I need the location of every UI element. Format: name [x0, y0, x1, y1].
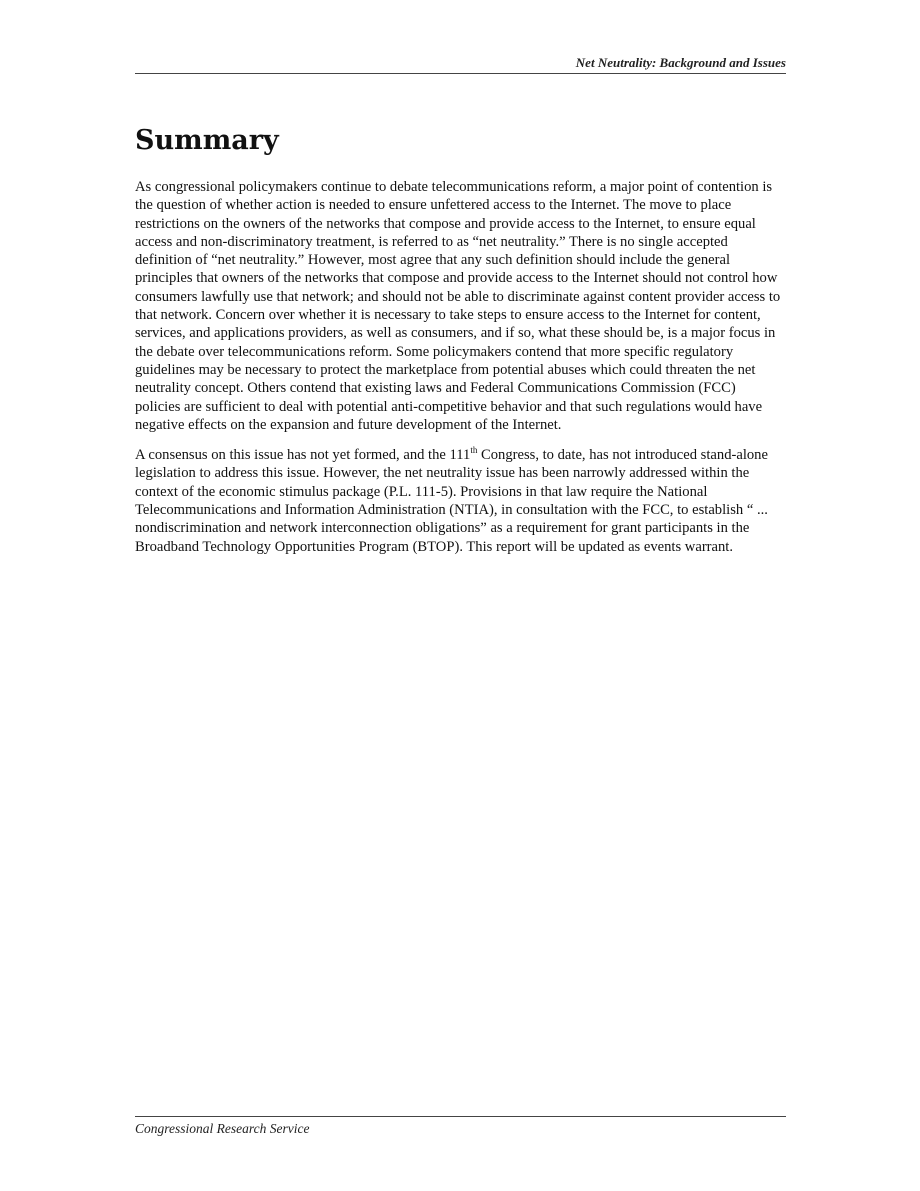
paragraph-2-text-start: A consensus on this issue has not yet formed, and the 111 [135, 447, 471, 464]
summary-paragraph-2 [135, 446, 783, 556]
running-header-title: Net Neutrality: Background and Issues [575, 55, 786, 70]
summary-paragraph-1: As congressional policymakers continue to debate telecommunications reform, a major point of contention is the question of whether action is needed to ensure unfettered access to the Internet. The move to place restrictions on the owners of the networks that compose and provide access to the Internet, to ensure equal access and non-discriminatory treatment, is referred to as “net neutrality.” There is no single accepted definition of “net neutrality.” However, most agree that any such definition should include the general principles that owners of the networks that compose and provide access to the Internet should not control how consumers lawfully use that network; and should not be able to discriminate against content provider access to that network. Concern over whether it is necessary to take steps to ensure access to the Internet for content, services, and applications providers, as well as consumers, and if so, what these should be, is a major focus in the debate over telecommunications reform. Some policymakers contend that more specific regulatory guidelines may be necessary to protect the marketplace from potential abuses which could threaten the net neutrality concept. Others contend that existing laws and Federal Communications Commission (FCC) policies are sufficient to deal with potential anti-competitive behavior and that such regulations would have negative effects on the expansion and future development of the Internet. [135, 179, 781, 433]
paragraph-2-text-end: Congress, to date, has not introduced stand-alone legislation to address this issue. However, the net neutrality issue has been narrowly addressed within the context of the economic stimulus package (P.L. 111-5). Provisions in that law require the National Telecommunications and Information Administration (NTIA), in consultation with the FCC, to establish “ ... nondiscrimination and network interconnection obligations” as a requirement for grant participants in the Broadband Technology Opportunities Program (BTOP). This report will be updated as events warrant. [135, 447, 768, 555]
section-title: Summary [135, 125, 279, 156]
ordinal-superscript: th [470, 445, 478, 456]
summary-body [135, 178, 783, 568]
footer-divider [135, 1116, 786, 1117]
header-divider [135, 73, 786, 74]
running-footer-organization: Congressional Research Service [135, 1121, 310, 1136]
